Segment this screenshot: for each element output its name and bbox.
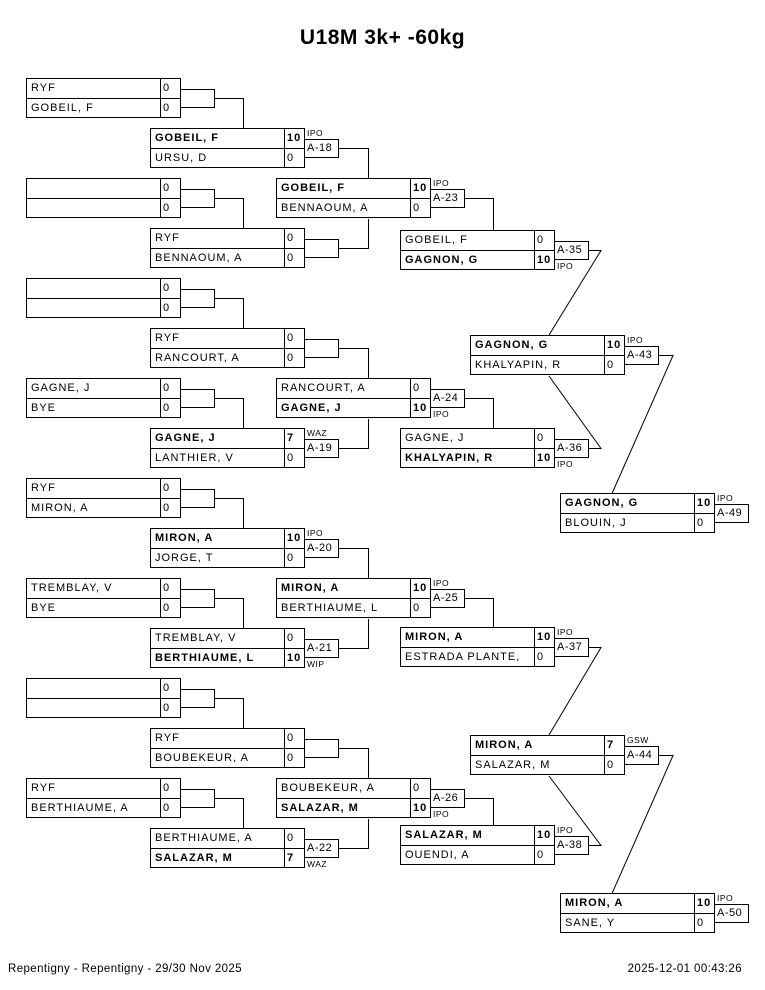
connector-joint [304, 739, 339, 758]
win-code: IPO [717, 893, 734, 903]
competitor-score: 0 [160, 198, 180, 217]
win-code: WIP [307, 659, 325, 669]
competitor-name: GOBEIL, F [27, 98, 160, 117]
competitor-name: TREMBLAY, V [155, 632, 237, 644]
match-box [26, 378, 181, 418]
competitor-name: GAGNON, G [565, 497, 639, 509]
connector-line [215, 399, 244, 429]
competitor-score: 0 [284, 448, 304, 467]
match-number: A-49 [714, 504, 749, 523]
competitor-name: OUENDI, A [401, 845, 534, 864]
competitor-name: BERTHIAUME, L [151, 648, 284, 667]
competitor-score: 10 [410, 798, 430, 817]
connector-line [339, 349, 369, 379]
competitor-name [27, 279, 160, 298]
competitor-score: 0 [284, 229, 304, 248]
competitor-score: 10 [410, 579, 430, 598]
competitor-name: BERTHIAUME, A [155, 832, 253, 844]
match-number: A-23 [430, 189, 465, 208]
footer-timestamp: 2025-12-01 00:43:26 [627, 963, 742, 975]
competitor-score: 0 [534, 429, 554, 448]
match-number: A-26 [430, 789, 465, 808]
competitor-score: 0 [160, 798, 180, 817]
connector-line [339, 819, 369, 849]
competitor-score: 0 [694, 513, 714, 532]
connector-line [215, 99, 244, 129]
competitor-score: 0 [160, 279, 180, 298]
competitor-score: 7 [604, 736, 624, 755]
competitor-name: MIRON, A [281, 582, 340, 594]
competitor-score: 10 [534, 826, 554, 845]
competitor-name: BERTHIAUME, L [277, 598, 410, 617]
competitor-score: 0 [694, 913, 714, 932]
connector-line [465, 399, 494, 429]
match-box [150, 428, 305, 468]
competitor-name: MIRON, A [27, 498, 160, 517]
competitor-score: 0 [284, 348, 304, 367]
match-box [26, 678, 181, 718]
match-number: A-43 [624, 346, 659, 365]
match-box [560, 493, 715, 533]
competitor-score: 0 [160, 698, 180, 717]
competitor-name [27, 198, 160, 217]
connector-joint [180, 189, 215, 208]
connector-line [215, 699, 244, 729]
competitor-score: 10 [284, 529, 304, 548]
competitor-name: BYE [27, 398, 160, 417]
match-box [26, 578, 181, 618]
match-number: A-18 [304, 139, 339, 158]
match-box [400, 627, 555, 667]
match-number: A-24 [430, 389, 465, 408]
competitor-score: 0 [160, 379, 180, 398]
win-code: IPO [557, 459, 574, 469]
connector-joint [304, 239, 339, 258]
connector-line [339, 549, 369, 579]
competitor-score: 0 [160, 579, 180, 598]
win-code: IPO [307, 528, 324, 538]
competitor-score: 0 [410, 198, 430, 217]
competitor-name: URSU, D [151, 148, 284, 167]
match-box [560, 893, 715, 933]
match-box [150, 628, 305, 668]
competitor-name: GAGNE, J [155, 432, 216, 444]
competitor-name: MIRON, A [405, 631, 464, 643]
competitor-name: MIRON, A [565, 897, 624, 909]
win-code: IPO [433, 809, 450, 819]
competitor-score: 0 [604, 355, 624, 374]
competitor-name: GOBEIL, F [155, 132, 219, 144]
competitor-name: SANE, Y [561, 913, 694, 932]
match-box [150, 828, 305, 868]
competitor-name [27, 679, 160, 698]
competitor-name: GAGNE, J [31, 382, 91, 394]
competitor-name: GAGNON, G [475, 339, 549, 351]
match-box [276, 578, 431, 618]
competitor-name: KHALYAPIN, R [471, 355, 604, 374]
match-box [400, 428, 555, 468]
match-number: A-38 [554, 836, 589, 855]
match-number: A-19 [304, 439, 339, 458]
competitor-name: GAGNE, J [405, 432, 465, 444]
match-box [470, 735, 625, 775]
competitor-score: 10 [284, 648, 304, 667]
competitor-name: SALAZAR, M [405, 829, 483, 841]
competitor-score: 0 [284, 829, 304, 848]
competitor-name: BOUBEKEUR, A [151, 748, 284, 767]
match-number: A-25 [430, 589, 465, 608]
match-number: A-50 [714, 904, 749, 923]
competitor-score: 0 [160, 179, 180, 198]
competitor-name: SALAZAR, M [151, 848, 284, 867]
competitor-name: RANCOURT, A [281, 382, 366, 394]
win-code: IPO [627, 335, 644, 345]
connector-joint [180, 389, 215, 408]
competitor-name [27, 179, 160, 198]
match-number: A-22 [304, 839, 339, 858]
competitor-score: 0 [284, 148, 304, 167]
connector-joint [180, 89, 215, 108]
connector-line [465, 799, 494, 826]
competitor-score: 10 [694, 494, 714, 513]
competitor-name: SALAZAR, M [277, 798, 410, 817]
competitor-name: RYF [155, 732, 180, 744]
competitor-name: SALAZAR, M [471, 755, 604, 774]
connector-line [215, 799, 244, 829]
competitor-name: RANCOURT, A [151, 348, 284, 367]
connector-line [339, 419, 369, 449]
match-box [470, 335, 625, 375]
win-code: WAZ [307, 859, 328, 869]
competitor-name [27, 698, 160, 717]
competitor-score: 0 [410, 379, 430, 398]
competitor-name: BYE [27, 598, 160, 617]
match-box [26, 278, 181, 318]
match-box [276, 778, 431, 818]
competitor-score: 10 [410, 179, 430, 198]
win-code: IPO [557, 825, 574, 835]
match-box [276, 178, 431, 218]
match-box [150, 728, 305, 768]
competitor-score: 0 [604, 755, 624, 774]
competitor-name: RYF [31, 782, 56, 794]
connector-line [339, 619, 369, 649]
win-code: WAZ [307, 428, 328, 438]
competitor-score: 0 [160, 679, 180, 698]
competitor-name: RYF [155, 332, 180, 344]
match-box [400, 230, 555, 270]
competitor-score: 7 [284, 848, 304, 867]
win-code: IPO [557, 261, 574, 271]
connector-line [339, 749, 369, 779]
competitor-score: 10 [694, 894, 714, 913]
match-number: A-37 [554, 638, 589, 657]
competitor-name: RYF [155, 232, 180, 244]
competitor-score: 0 [284, 729, 304, 748]
win-code: IPO [433, 578, 450, 588]
match-box [26, 778, 181, 818]
competitor-score: 0 [160, 298, 180, 317]
competitor-name: JORGE, T [151, 548, 284, 567]
competitor-score: 0 [284, 748, 304, 767]
match-number: A-36 [554, 439, 589, 458]
competitor-name: GOBEIL, F [405, 234, 468, 246]
connector-joint [180, 789, 215, 808]
win-code: IPO [557, 627, 574, 637]
competitor-score: 10 [534, 250, 554, 269]
competitor-score: 10 [284, 129, 304, 148]
competitor-score: 10 [534, 448, 554, 467]
competitor-score: 0 [160, 498, 180, 517]
competitor-score: 0 [160, 98, 180, 117]
competitor-score: 0 [410, 779, 430, 798]
match-number: A-21 [304, 639, 339, 658]
competitor-name: BLOUIN, J [561, 513, 694, 532]
competitor-score: 0 [160, 398, 180, 417]
competitor-name: GAGNON, G [401, 250, 534, 269]
competitor-score: 0 [160, 779, 180, 798]
competitor-score: 0 [534, 647, 554, 666]
competitor-name [27, 298, 160, 317]
match-box [150, 328, 305, 368]
connector-line [549, 376, 601, 449]
match-box [150, 528, 305, 568]
competitor-score: 10 [410, 398, 430, 417]
connector-joint [180, 689, 215, 708]
footer-event-info: Repentigny - Repentigny - 29/30 Nov 2025 [8, 963, 242, 975]
connector-line [215, 599, 244, 629]
connector-line [339, 219, 369, 249]
match-number: A-20 [304, 539, 339, 558]
match-box [26, 478, 181, 518]
competitor-score: 0 [410, 598, 430, 617]
competitor-name: KHALYAPIN, R [401, 448, 534, 467]
connector-line [612, 756, 673, 894]
connector-line [215, 299, 244, 329]
match-number: A-35 [554, 241, 589, 260]
competitor-score: 10 [534, 628, 554, 647]
competitor-name: BERTHIAUME, A [27, 798, 160, 817]
page-title: U18M 3k+ -60kg [299, 26, 466, 49]
connector-line [465, 599, 494, 628]
competitor-score: 0 [284, 548, 304, 567]
competitor-score: 0 [534, 845, 554, 864]
connector-joint [180, 489, 215, 508]
win-code: IPO [307, 128, 324, 138]
competitor-name: BENNAOUM, A [277, 198, 410, 217]
connector-joint [180, 289, 215, 308]
win-code: GSW [627, 735, 649, 745]
competitor-name: GAGNE, J [277, 398, 410, 417]
connector-line [339, 149, 369, 179]
competitor-score: 0 [160, 479, 180, 498]
competitor-name: ESTRADA PLANTE, [401, 647, 534, 666]
connector-line [549, 648, 601, 736]
match-box [276, 378, 431, 418]
connector-joint [304, 339, 339, 358]
connector-line [612, 356, 673, 494]
competitor-name: MIRON, A [475, 739, 534, 751]
match-box [26, 78, 181, 118]
competitor-name: RYF [31, 82, 56, 94]
competitor-name: LANTHIER, V [151, 448, 284, 467]
connector-line [465, 199, 494, 231]
competitor-name: MIRON, A [155, 532, 214, 544]
competitor-name: TREMBLAY, V [31, 582, 113, 594]
competitor-score: 0 [284, 329, 304, 348]
connector-joint [180, 589, 215, 608]
competitor-name: BOUBEKEUR, A [281, 782, 375, 794]
match-box [26, 178, 181, 218]
win-code: IPO [717, 493, 734, 503]
competitor-score: 0 [160, 79, 180, 98]
competitor-score: 0 [284, 629, 304, 648]
connector-line [215, 199, 244, 229]
competitor-score: 0 [160, 598, 180, 617]
competitor-name: RYF [31, 482, 56, 494]
competitor-name: GOBEIL, F [281, 182, 345, 194]
competitor-score: 7 [284, 429, 304, 448]
match-number: A-44 [624, 746, 659, 765]
win-code: IPO [433, 409, 450, 419]
competitor-score: 0 [284, 248, 304, 267]
competitor-name: BENNAOUM, A [151, 248, 284, 267]
competitor-score: 10 [604, 336, 624, 355]
match-box [150, 228, 305, 268]
match-box [150, 128, 305, 168]
match-box [400, 825, 555, 865]
competitor-score: 0 [534, 231, 554, 250]
win-code: IPO [433, 178, 450, 188]
connector-line [215, 499, 244, 529]
